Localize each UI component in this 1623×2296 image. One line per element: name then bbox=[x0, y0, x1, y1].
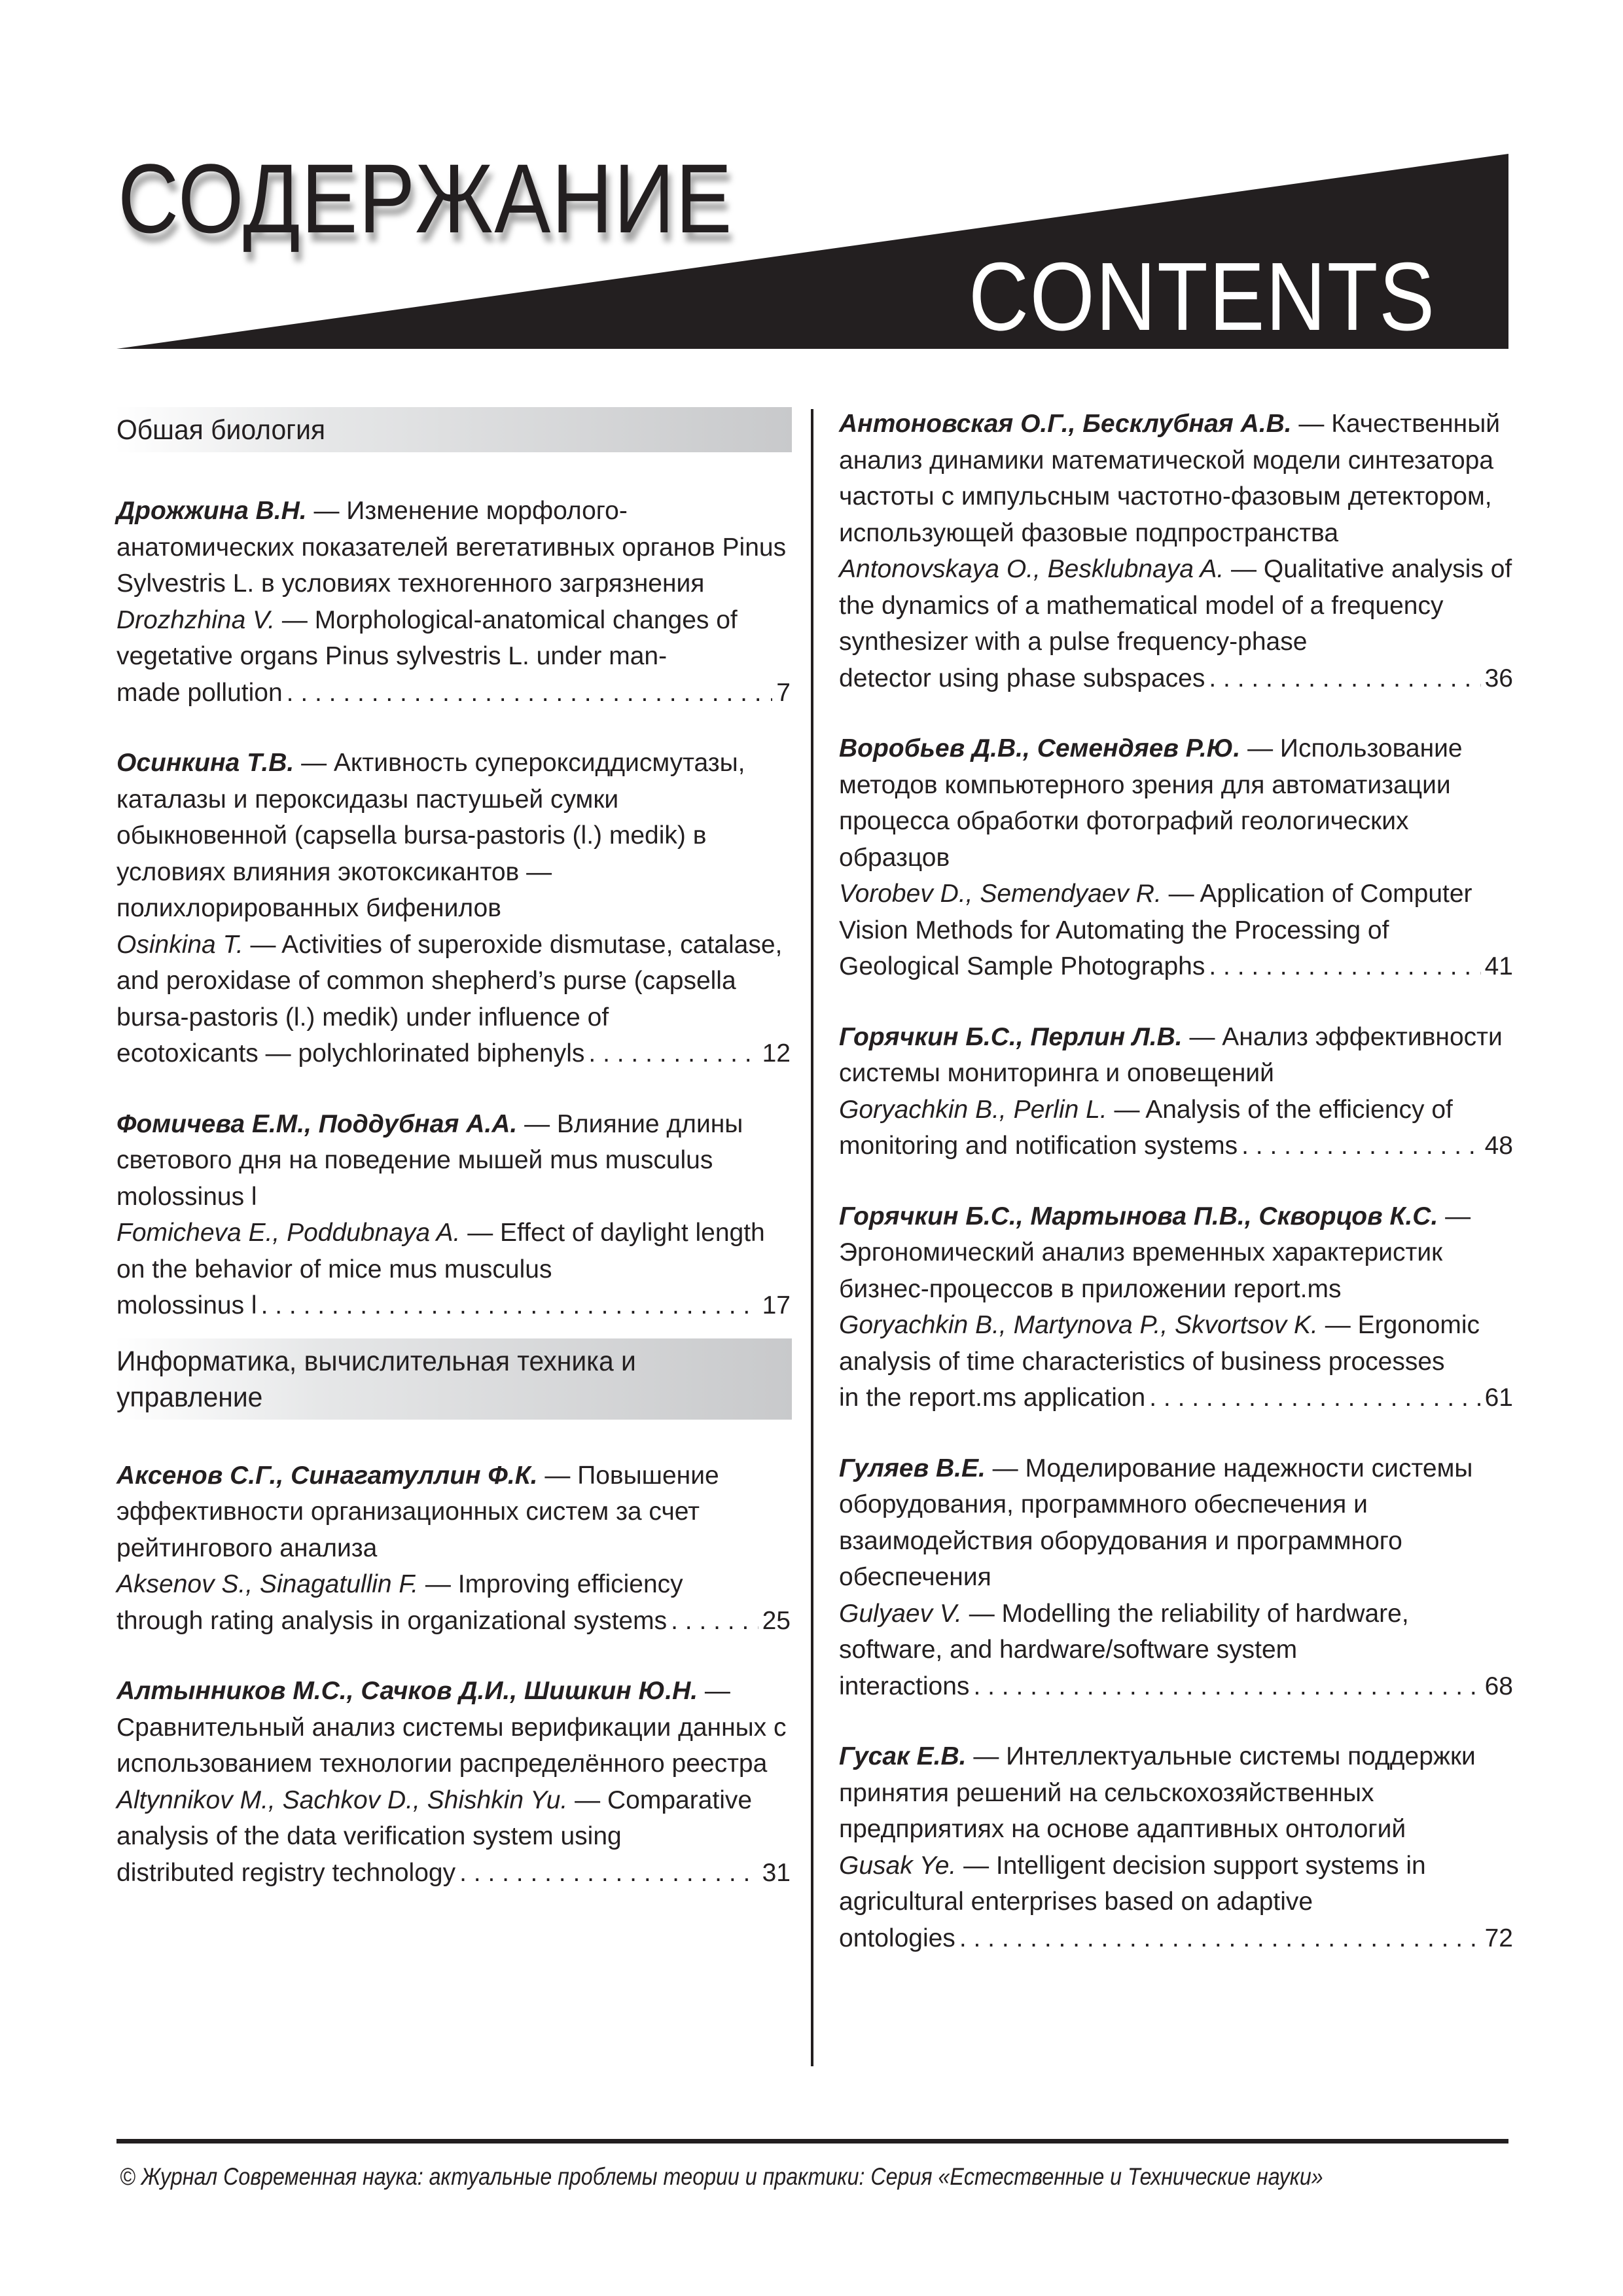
entry-authors-en: Gusak Ye. bbox=[839, 1851, 957, 1880]
section-heading-informatics bbox=[115, 1338, 792, 1420]
section-heading-label: Информатика, вычислительная техника и управление bbox=[116, 1345, 636, 1413]
entry-authors-ru: Горячкин Б.С., Перлин Л.В. bbox=[839, 1022, 1183, 1051]
toc-entry[interactable] bbox=[839, 1198, 1513, 1416]
entry-title-en: — Comparative analysis of the data verification system using bbox=[116, 1785, 753, 1850]
entry-title-en-last: monitoring and notification systems bbox=[839, 1132, 1238, 1160]
entry-title-en-last: ontologies bbox=[839, 1924, 955, 1952]
entry-title-en-last: ecotoxicants — polychlorinated biphenyls bbox=[116, 1039, 585, 1067]
entry-page-number[interactable]: 48 bbox=[1484, 1132, 1513, 1160]
entry-authors-ru: Горячкин Б.С., Мартынова П.В., Скворцов К.С. bbox=[839, 1202, 1438, 1230]
dot-leader bbox=[287, 675, 773, 711]
entry-page-number[interactable]: 72 bbox=[1484, 1924, 1513, 1952]
dot-leader bbox=[973, 1668, 1480, 1705]
entry-title-en-last: Geological Sample Photographs bbox=[839, 952, 1205, 980]
dot-leader bbox=[1209, 948, 1480, 985]
entry-authors-en: Goryachkin B., Martynova P., Skvortsov K. bbox=[839, 1311, 1318, 1339]
entry-authors-en: Goryachkin B., Perlin L. bbox=[839, 1095, 1107, 1124]
footer-rule bbox=[116, 2139, 1508, 2144]
dot-leader bbox=[1209, 660, 1480, 697]
entry-title-en-last: distributed registry technology bbox=[116, 1858, 456, 1887]
entry-title-en-last: in the report.ms application bbox=[839, 1384, 1146, 1412]
entry-title-en: — Application of Computer Vision Methods for Automating the Processing of bbox=[839, 880, 1472, 944]
entry-title-ru: — Эргономический анализ временных характеристик бизнес-процессов в приложении report.ms bbox=[839, 1202, 1471, 1303]
entry-authors-ru: Воробьев Д.В., Семендяев Р.Ю. bbox=[839, 734, 1241, 762]
right-column bbox=[839, 406, 1513, 1956]
dot-leader bbox=[1149, 1380, 1480, 1416]
entry-page-number[interactable]: 36 bbox=[1484, 664, 1513, 692]
toc-entry[interactable] bbox=[839, 730, 1513, 985]
entry-title-ru: — Интеллектуальные системы поддержки принятия решений на сельскохозяйственных предприятиях на основе адаптивных онтологий bbox=[839, 1742, 1476, 1843]
entry-title-en: — Improving efficiency bbox=[418, 1570, 683, 1598]
entry-authors-en: Gulyaev V. bbox=[839, 1599, 962, 1628]
dot-leader bbox=[1241, 1128, 1480, 1164]
entry-authors-ru: Гуляев В.Е. bbox=[839, 1454, 986, 1482]
entry-title-en: — Modelling the reliability of hardware, software, and hardware/software system bbox=[839, 1599, 1409, 1664]
entry-authors-en: Drozhzhina V. bbox=[116, 605, 276, 634]
toc-entry[interactable] bbox=[839, 1450, 1513, 1705]
dot-leader bbox=[588, 1035, 758, 1072]
toc-entry[interactable] bbox=[839, 1738, 1513, 1956]
toc-entry[interactable] bbox=[116, 493, 791, 711]
entry-authors-en: Aksenov S., Sinagatullin F. bbox=[116, 1570, 419, 1598]
entry-title-en-last: interactions bbox=[839, 1672, 970, 1700]
entry-title-en: — Ergonomic analysis of time characteristics of business processes bbox=[839, 1311, 1480, 1376]
entry-authors-en: Vorobev D., Semendyaev R. bbox=[839, 880, 1162, 908]
entry-title-ru: — Влияние длины светового дня на поведение мышей mus musculus molossinus l bbox=[116, 1109, 743, 1211]
entry-authors-en: Fomicheva E., Poddubnaya A. bbox=[116, 1219, 461, 1247]
page-title-ru: СОДЕРЖАНИЕ bbox=[118, 143, 734, 253]
dot-leader bbox=[671, 1603, 758, 1640]
entry-title-en-last: through rating analysis in organizational systems bbox=[116, 1606, 668, 1635]
entry-page-number[interactable]: 12 bbox=[762, 1039, 791, 1067]
entry-authors-ru: Фомичева Е.М., Поддубная А.А. bbox=[116, 1109, 518, 1138]
entry-page-number[interactable]: 41 bbox=[1484, 952, 1513, 980]
entry-authors-ru: Алтынников М.С., Сачков Д.И., Шишкин Ю.Н. bbox=[116, 1677, 698, 1705]
entry-title-en: — Activities of superoxide dismutase, catalase, and peroxidase of common shepherd’s purse (capsella bursa-pastoris (l.) medik) under influence of bbox=[116, 930, 783, 1031]
entry-title-ru: — Использование методов компьютерного зрения для автоматизации процесса обработки фотографий геологических образцов bbox=[839, 734, 1463, 872]
entry-title-ru: — Моделирование надежности системы оборудования, программного обеспечения и взаимодействия оборудования и программного обеспечения bbox=[839, 1454, 1473, 1591]
section-heading-label: Обшая биология bbox=[116, 414, 326, 446]
entry-title-en: — Analysis of the efficiency of bbox=[1107, 1095, 1453, 1124]
page-title-en: CONTENTS bbox=[969, 243, 1436, 351]
toc-entry[interactable] bbox=[116, 745, 791, 1072]
entry-page-number[interactable]: 17 bbox=[762, 1291, 791, 1319]
toc-entry[interactable] bbox=[116, 1458, 791, 1640]
entry-title-en-last: made pollution bbox=[116, 678, 283, 707]
entry-authors-en: Altynnikov M., Sachkov D., Shishkin Yu. bbox=[116, 1785, 568, 1814]
entry-page-number[interactable]: 68 bbox=[1484, 1672, 1513, 1700]
dot-leader bbox=[261, 1287, 758, 1324]
entry-authors-ru: Гусак Е.В. bbox=[839, 1742, 967, 1770]
dot-leader bbox=[459, 1855, 758, 1892]
entry-title-en: — Qualitative analysis of the dynamics of a mathematical model of a frequency synthesizer with a pulse frequency-phase bbox=[839, 555, 1512, 656]
entry-authors-ru: Антоновская О.Г., Бесклубная А.В. bbox=[839, 410, 1292, 438]
entry-title-ru: — Сравнительный анализ системы верификации данных с использованием технологии распределённого реестра bbox=[116, 1677, 787, 1778]
entry-title-ru: — Изменение морфолого-анатомических показателей вегетативных органов Pinus Sylvestris L. в условиях техногенного загрязнения bbox=[116, 497, 787, 598]
entry-title-en: — Intelligent decision support systems in agricultural enterprises based on adaptive bbox=[839, 1851, 1426, 1916]
entry-title-ru: — Активность супероксиддисмутазы, каталазы и пероксидазы пастушьей сумки обыкновенной (capsella bursa-pastoris (l.) medik) в условиях влияния экотоксикантов — полихлорированных бифенилов bbox=[116, 749, 745, 922]
toc-entry[interactable] bbox=[116, 1673, 791, 1891]
section-heading-biology bbox=[115, 407, 792, 452]
entry-authors-ru: Дрожжина В.Н. bbox=[116, 497, 307, 525]
entry-authors-ru: Осинкина Т.В. bbox=[116, 749, 294, 777]
entry-title-en-last: molossinus l bbox=[116, 1291, 257, 1319]
toc-entry[interactable] bbox=[839, 406, 1513, 696]
entry-page-number[interactable]: 31 bbox=[762, 1858, 791, 1887]
toc-entry[interactable] bbox=[839, 1019, 1513, 1164]
entry-title-ru: — Повышение эффективности организационных систем за счет рейтингового анализа bbox=[116, 1461, 719, 1562]
entry-authors-en: Osinkina T. bbox=[116, 930, 243, 959]
dot-leader bbox=[959, 1920, 1481, 1957]
entry-title-en: — Effect of daylight length on the behavior of mice mus musculus bbox=[116, 1219, 765, 1283]
entry-title-ru: — Качественный анализ динамики математической модели синтезатора частоты с импульсным частотно-фазовым детектором, использующей фазовые подпространства bbox=[839, 410, 1501, 547]
footer-copyright: © Журнал Современная наука: актуальные проблемы теории и практики: Серия «Естественные и Технические науки» bbox=[120, 2163, 1323, 2190]
toc-entry[interactable] bbox=[116, 1106, 791, 1324]
column-divider bbox=[811, 409, 813, 2066]
entry-authors-ru: Аксенов С.Г., Синагатуллин Ф.К. bbox=[116, 1461, 538, 1490]
entry-title-en-last: detector using phase subspaces bbox=[839, 664, 1205, 692]
entry-authors-en: Antonovskaya O., Besklubnaya A. bbox=[839, 555, 1224, 583]
entry-page-number[interactable]: 25 bbox=[762, 1606, 791, 1635]
entry-page-number[interactable]: 7 bbox=[776, 678, 791, 707]
left-column bbox=[116, 406, 791, 1891]
page-header bbox=[0, 0, 1623, 367]
entry-page-number[interactable]: 61 bbox=[1484, 1384, 1513, 1412]
entry-title-en: — Morphological-anatomical changes of vegetative organs Pinus sylvestris L. under man- bbox=[116, 605, 738, 670]
entry-title-ru: — Анализ эффективности системы мониторинга и оповещений bbox=[839, 1022, 1503, 1087]
